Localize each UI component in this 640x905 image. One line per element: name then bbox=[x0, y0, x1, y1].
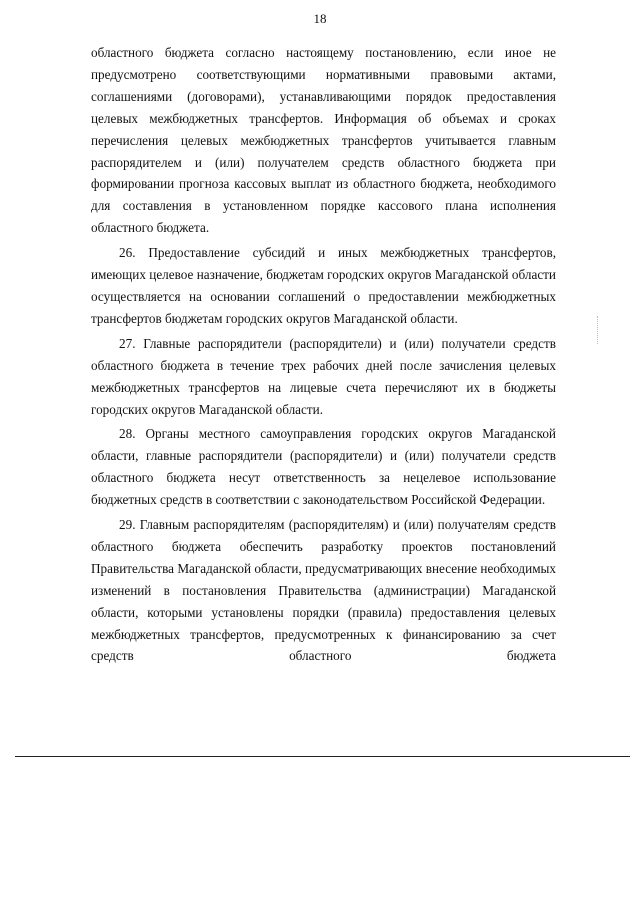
document-body bbox=[91, 42, 556, 670]
paragraph-item-26: 26. Предоставление субсидий и иных межбюджетных трансфертов, имеющих целевое назначение, бюджетам городских округов Магаданской области осуществляется на основании соглашений о предоставлении межбюджетных трансфертов бюджетам городских округов Магаданской области. bbox=[91, 245, 556, 326]
horizontal-rule bbox=[15, 756, 630, 757]
paragraph-item-28: 28. Органы местного самоуправления городских округов Магаданской области, главные распорядители (распорядители) и (или) получатели средств областного бюджета несут ответственность за нецелевое использование бюджетных средств в соответствии с законодательством Российской Федерации. bbox=[91, 426, 556, 508]
paragraph-item-29: 29. Главным распорядителям (распорядителям) и (или) получателям средств областного бюджета обеспечить разработку проектов постановлений Правительства Магаданской области, предусматривающих внесение необходимых изменений в постановления Правительства (администрации) Магаданской области, которыми установлены порядки (правила) предоставления целевых межбюджетных трансфертов, предусмотренных к финансированию за счет средств областного бюджета bbox=[91, 517, 556, 664]
paragraph-item-27: 27. Главные распорядители (распорядители) и (или) получатели средств областного бюджета в течение трех рабочих дней после зачисления целевых межбюджетных трансфертов на лицевые счета перечисляют их в бюджеты городских округов Магаданской области. bbox=[91, 335, 556, 417]
paragraph-continuation: областного бюджета согласно настоящему постановлению, если иное не предусмотрено соответствующими нормативными правовыми актами, соглашениями (договорами), устанавливающими порядок предоставления целевых межбюджетных трансфертов. Информация об объемах и сроках перечисления целевых межбюджетных трансфертов учитывается главным распорядителем и (или) получателем средств областного бюджета при формировании прогноза кассовых выплат из областного бюджета, необходимого для составления в установленном порядке кассового плана исполнения областного бюджета. bbox=[91, 45, 556, 236]
scan-artifact bbox=[597, 316, 600, 344]
page-number: 18 bbox=[313, 11, 327, 26]
